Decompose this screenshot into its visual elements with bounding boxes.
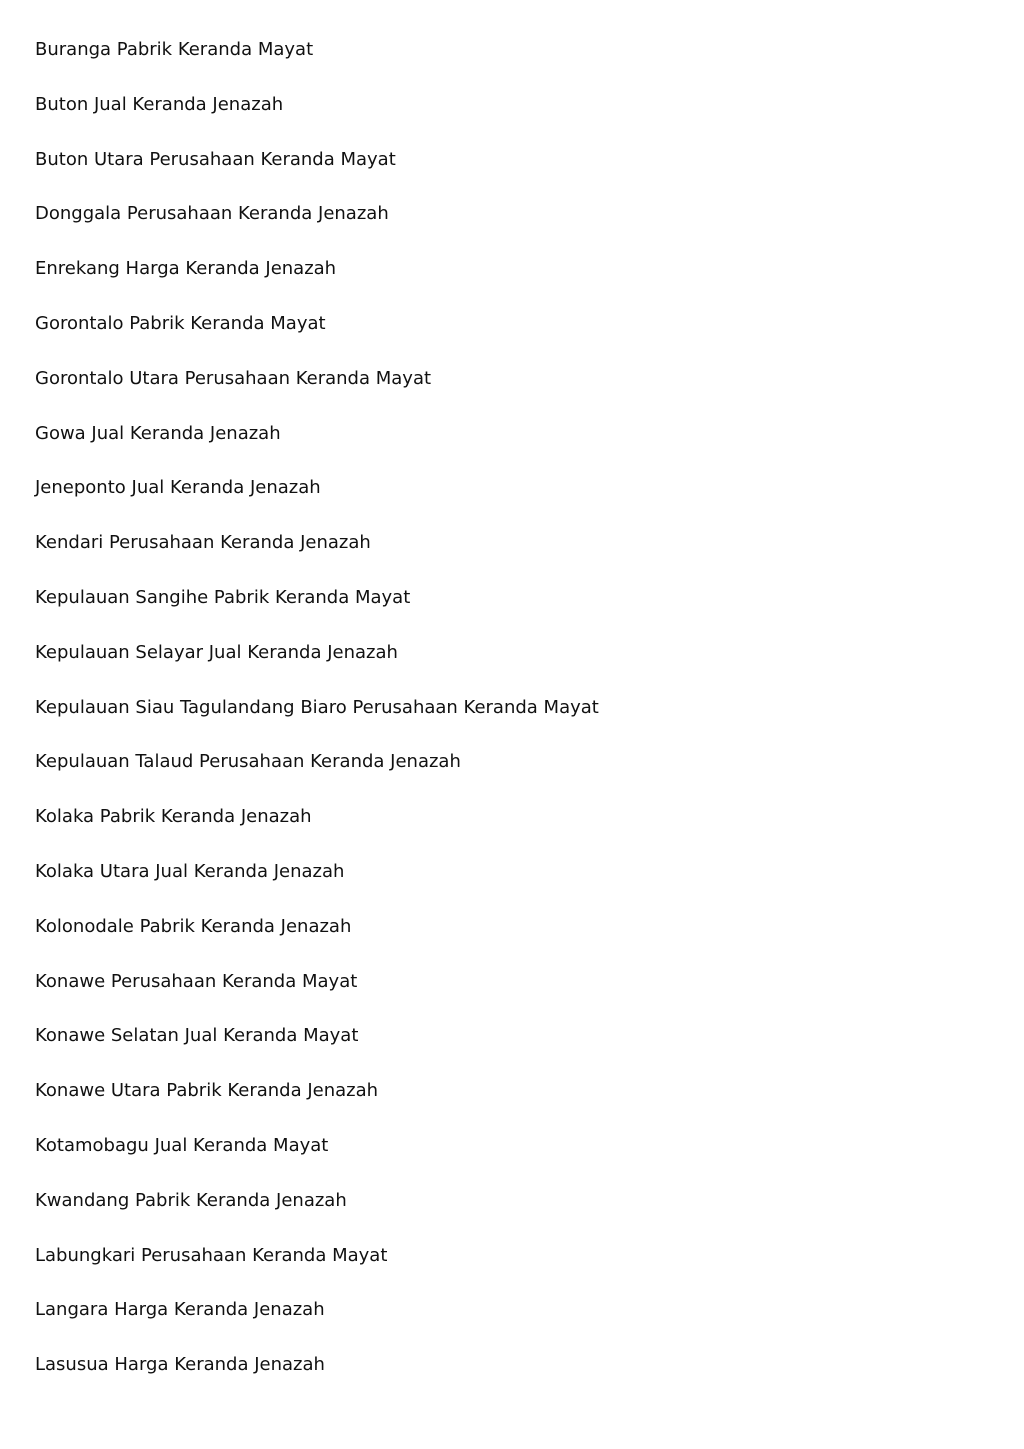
list-item: Konawe Utara Pabrik Keranda Jenazah [35,1080,379,1102]
list-item: Kwandang Pabrik Keranda Jenazah [35,1189,347,1211]
list-item: Buranga Pabrik Keranda Mayat [35,39,314,60]
list-item: Donggala Perusahaan Keranda Jenazah [35,203,389,225]
list-item: Kolaka Utara Jual Keranda Jenazah [35,860,345,882]
list-item: Kotamobagu Jual Keranda Mayat [35,1134,329,1156]
list-item: Lasusua Harga Keranda Jenazah [35,1354,325,1376]
list-item: Kepulauan Sangihe Pabrik Keranda Mayat [35,586,411,608]
list-item: Enrekang Harga Keranda Jenazah [35,258,337,280]
list-item: Kolonodale Pabrik Keranda Jenazah [35,915,352,937]
list-item: Kepulauan Selayar Jual Keranda Jenazah [35,641,398,663]
location-list [35,36,599,1406]
list-item: Gowa Jual Keranda Jenazah [35,422,281,444]
list-item: Konawe Perusahaan Keranda Mayat [35,970,358,992]
list-item: Buton Utara Perusahaan Keranda Mayat [35,148,396,170]
list-item: Kolaka Pabrik Keranda Jenazah [35,806,312,828]
list-item: Konawe Selatan Jual Keranda Mayat [35,1025,359,1047]
list-item: Kendari Perusahaan Keranda Jenazah [35,532,371,554]
list-item: Buton Jual Keranda Jenazah [35,93,284,115]
list-item: Gorontalo Pabrik Keranda Mayat [35,312,326,334]
list-item: Gorontalo Utara Perusahaan Keranda Mayat [35,367,432,389]
list-item: Jeneponto Jual Keranda Jenazah [35,477,321,499]
list-item: Langara Harga Keranda Jenazah [35,1299,325,1321]
list-item: Labungkari Perusahaan Keranda Mayat [35,1244,388,1266]
list-item: Kepulauan Siau Tagulandang Biaro Perusahaan Keranda Mayat [35,696,599,718]
list-item: Kepulauan Talaud Perusahaan Keranda Jenazah [35,751,461,773]
